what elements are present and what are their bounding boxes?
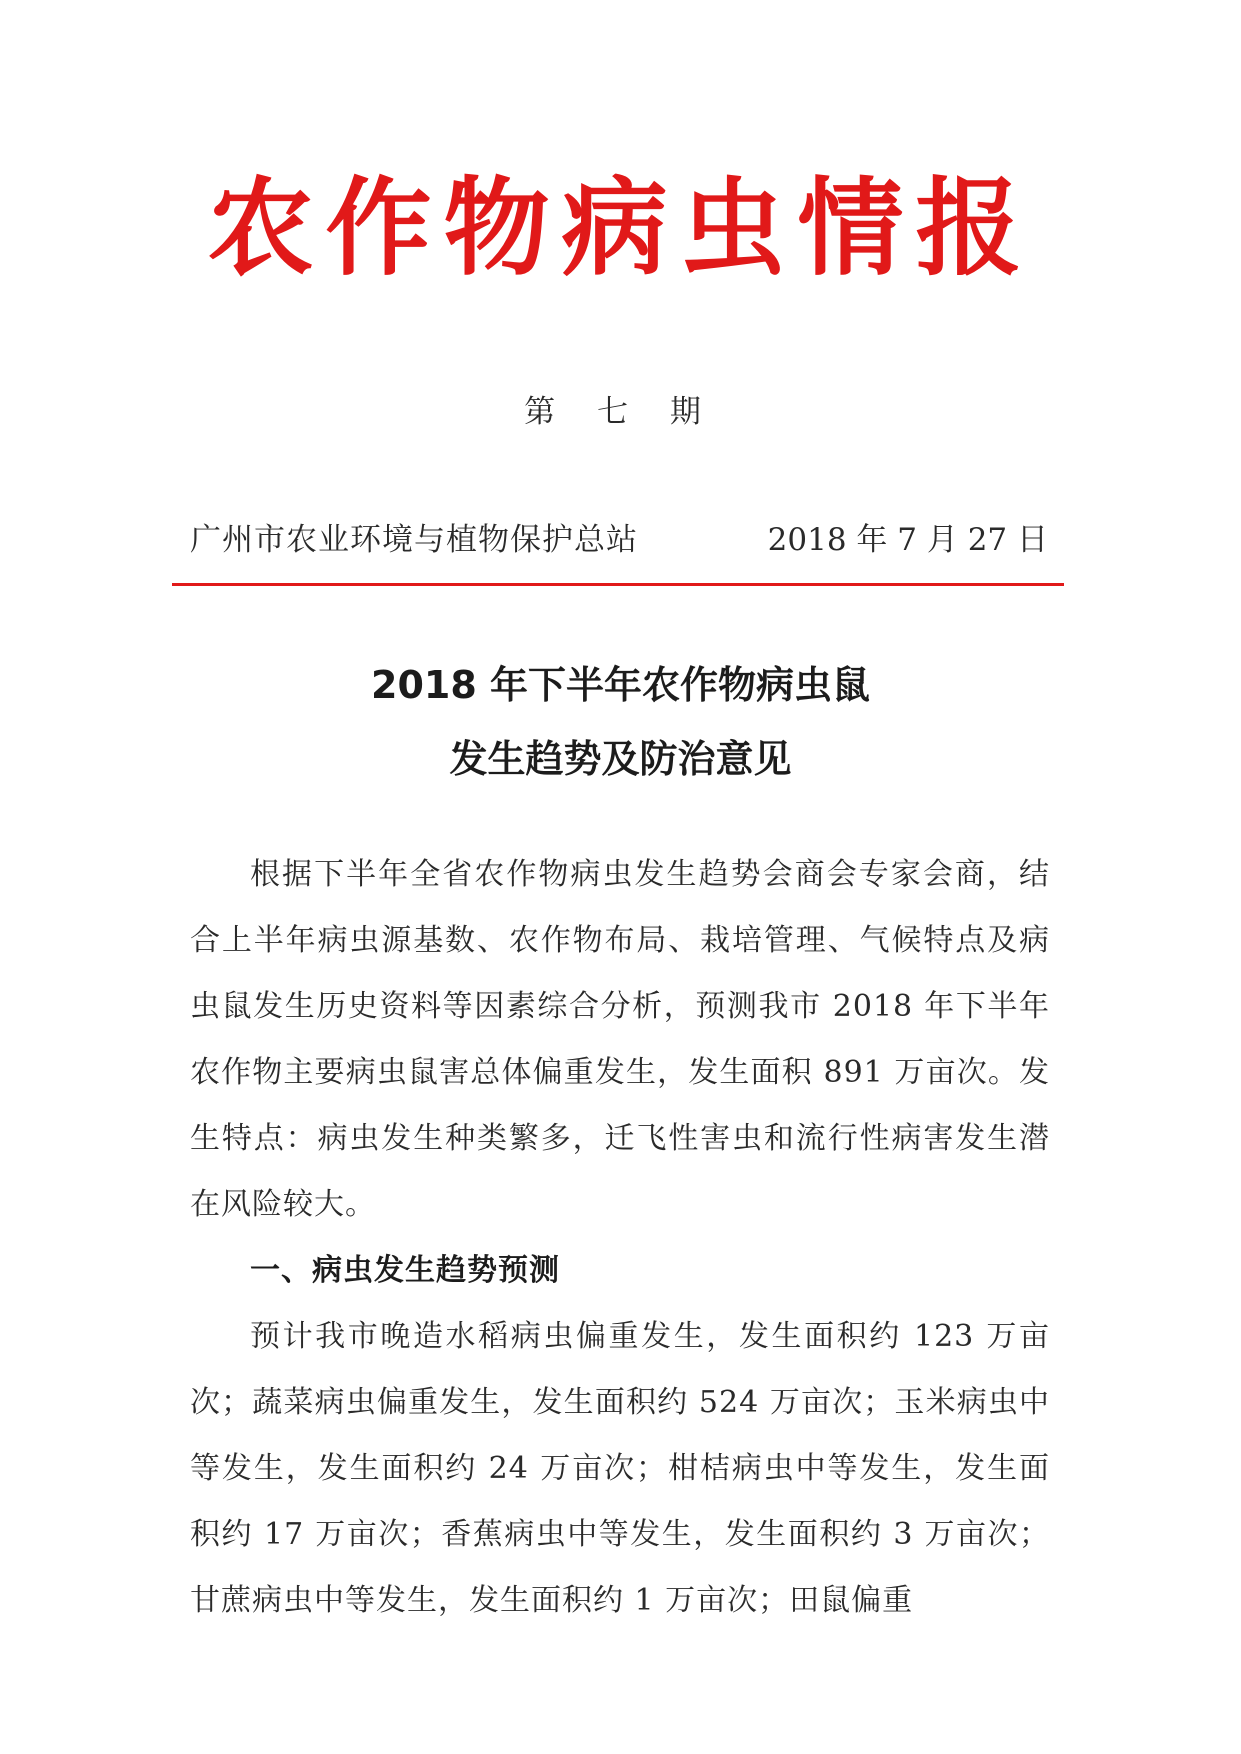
publisher-name: 广州市农业环境与植物保护总站 bbox=[190, 522, 638, 558]
article-title-line-2: 发生趋势及防治意见 bbox=[449, 737, 792, 781]
red-divider bbox=[172, 583, 1064, 586]
publish-date: 2018 年 7 月 27 日 bbox=[767, 522, 1048, 558]
section-heading: 一、病虫发生趋势预测 bbox=[250, 1253, 560, 1288]
masthead-title: 农作物病虫情报 bbox=[207, 165, 1034, 290]
issue-number: 第 七 期 bbox=[524, 394, 717, 430]
article-title-line-1: 2018 年下半年农作物病虫鼠 bbox=[371, 663, 870, 707]
article-title bbox=[0, 648, 1241, 796]
intro-paragraph: 根据下半年全省农作物病虫发生趋势会商会专家会商，结合上半年病虫源基数、农作物布局、栽培管理、气候特点及病虫鼠发生历史资料等因素综合分析，预测我市 2018 年下半年农作物主要病虫鼠害总体偏重发生，发生面积 891 万亩次。发生特点：病虫发生种类繁多，迁飞性害虫和流行性病害发生潜在风险较大。 bbox=[190, 857, 1050, 1222]
forecast-paragraph: 预计我市晚造水稻病虫偏重发生，发生面积约 123 万亩次；蔬菜病虫偏重发生，发生面积约 524 万亩次；玉米病虫中等发生，发生面积约 24 万亩次；柑桔病虫中等发生，发生面积约 17 万亩次；香蕉病虫中等发生，发生面积约 3 万亩次；甘蔗病虫中等发生，发生面积约 1 万亩次；田鼠偏重 bbox=[190, 1319, 1050, 1618]
article-body bbox=[190, 842, 1050, 1634]
